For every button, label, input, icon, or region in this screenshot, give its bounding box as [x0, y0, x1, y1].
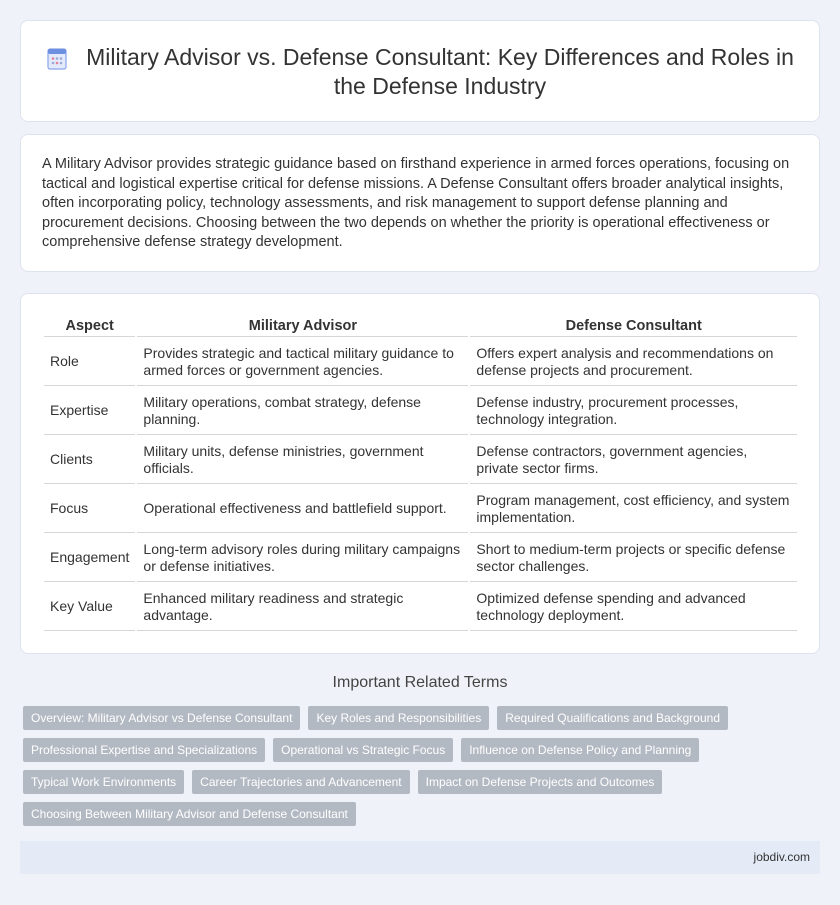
tag-row [23, 706, 823, 730]
page-title: Military Advisor vs. Defense Consultant: Key Differences and Roles in the Defense Industry [86, 44, 794, 99]
cell-aspect: Key Value [44, 584, 135, 631]
cell-military-advisor: Long-term advisory roles during military campaigns or defense initiatives. [137, 535, 468, 582]
footer-site-link[interactable]: jobdiv.com [753, 850, 810, 864]
cell-defense-consultant: Short to medium-term projects or specific defense sector challenges. [470, 535, 797, 582]
cell-military-advisor: Enhanced military readiness and strategic advantage. [137, 584, 468, 631]
document-icon [45, 47, 69, 71]
tag-row [23, 738, 823, 762]
related-term-link[interactable]: Operational vs Strategic Focus [273, 738, 453, 762]
related-term-link[interactable]: Key Roles and Responsibilities [308, 706, 489, 730]
cell-defense-consultant: Program management, cost efficiency, and system implementation. [470, 486, 797, 533]
table-row [44, 388, 797, 435]
cell-aspect: Engagement [44, 535, 135, 582]
intro-card [20, 134, 820, 272]
related-term-link[interactable]: Professional Expertise and Specializations [23, 738, 265, 762]
related-term-link[interactable]: Impact on Defense Projects and Outcomes [418, 770, 663, 794]
cell-aspect: Expertise [44, 388, 135, 435]
cell-military-advisor: Operational effectiveness and battlefield support. [137, 486, 468, 533]
table-row [44, 535, 797, 582]
cell-military-advisor: Military operations, combat strategy, defense planning. [137, 388, 468, 435]
comparison-table [42, 314, 799, 633]
table-row [44, 437, 797, 484]
cell-defense-consultant: Optimized defense spending and advanced technology deployment. [470, 584, 797, 631]
footer [20, 841, 820, 874]
intro-paragraph: A Military Advisor provides strategic guidance based on firsthand experience in armed forces operations, focusing on tactical and logistical expertise critical for defense missions. A Defense Consultant offers broader analytical insights, often incorporating policy, technology assessments, and risk management to support defense planning and procurement decisions. Choosing between the two depends on whether the priority is operational effectiveness or comprehensive defense strategy development. [42, 156, 790, 251]
cell-military-advisor: Military units, defense ministries, government officials. [137, 437, 468, 484]
table-row [44, 339, 797, 386]
related-terms-list [23, 706, 823, 834]
related-term-link[interactable]: Required Qualifications and Background [497, 706, 728, 730]
table-header-row [44, 316, 797, 337]
header-card [20, 20, 820, 122]
cell-aspect: Clients [44, 437, 135, 484]
related-term-link[interactable]: Overview: Military Advisor vs Defense Consultant [23, 706, 300, 730]
cell-aspect: Role [44, 339, 135, 386]
comparison-card [20, 293, 820, 654]
cell-military-advisor: Provides strategic and tactical military guidance to armed forces or government agencies. [137, 339, 468, 386]
cell-defense-consultant: Offers expert analysis and recommendations on defense projects and procurement. [470, 339, 797, 386]
cell-defense-consultant: Defense industry, procurement processes, technology integration. [470, 388, 797, 435]
related-term-link[interactable]: Typical Work Environments [23, 770, 184, 794]
header-aspect: Aspect [44, 316, 135, 337]
related-term-link[interactable]: Influence on Defense Policy and Planning [461, 738, 699, 762]
table-row [44, 486, 797, 533]
tag-row [23, 802, 823, 826]
related-term-link[interactable]: Choosing Between Military Advisor and Defense Consultant [23, 802, 356, 826]
tag-row [23, 770, 823, 794]
header-defense-consultant: Defense Consultant [470, 316, 797, 337]
table-row [44, 584, 797, 631]
related-terms-title: Important Related Terms [332, 674, 508, 691]
cell-aspect: Focus [44, 486, 135, 533]
cell-defense-consultant: Defense contractors, government agencies, private sector firms. [470, 437, 797, 484]
header-military-advisor: Military Advisor [137, 316, 468, 337]
related-term-link[interactable]: Career Trajectories and Advancement [192, 770, 409, 794]
